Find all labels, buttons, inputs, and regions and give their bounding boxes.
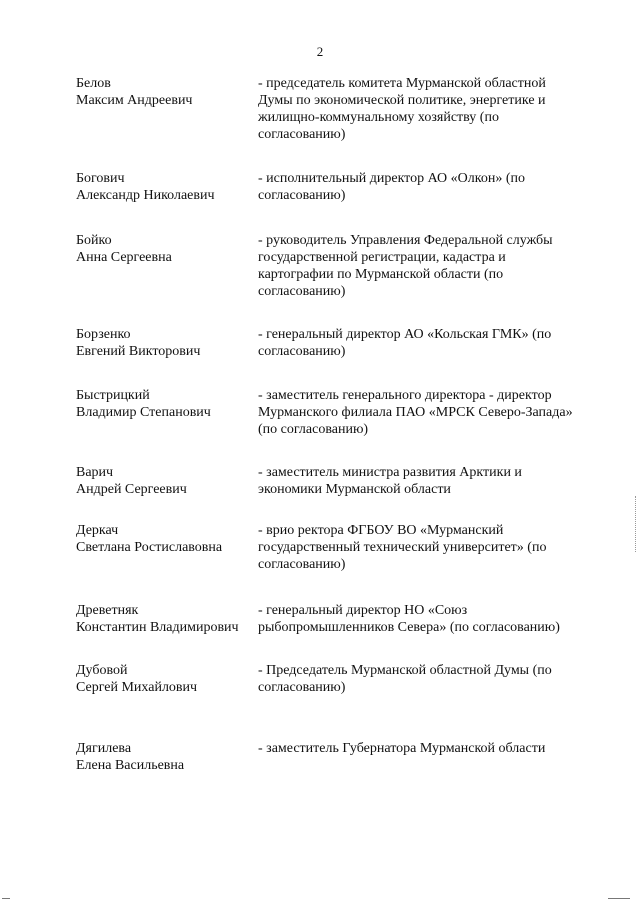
member-name xyxy=(76,602,256,636)
member-given-names: Андрей Сергеевич xyxy=(76,482,187,497)
member-role-line: - заместитель Губернатора Мурманской области xyxy=(258,741,546,756)
member-role-line: государственной регистрации, кадастра и xyxy=(258,250,506,265)
member-name xyxy=(76,326,256,360)
page-number: 2 xyxy=(316,44,324,59)
member-role xyxy=(258,326,598,360)
member-given-names: Александр Николаевич xyxy=(76,188,215,203)
member-role-line: согласованию) xyxy=(258,557,346,572)
member-role-line: (по согласованию) xyxy=(258,422,369,437)
member-role-line: - генеральный директор НО «Союз xyxy=(258,603,468,618)
member-name xyxy=(76,740,256,774)
member-role xyxy=(258,662,598,696)
member-role-line: - заместитель министра развития Арктики и xyxy=(258,465,522,480)
scan-corner-mark-right xyxy=(608,898,630,899)
member-role xyxy=(258,602,598,636)
member-role-line: государственный технический университет» (по xyxy=(258,540,547,555)
member-role-line: согласованию) xyxy=(258,344,346,359)
member-given-names: Елена Васильевна xyxy=(76,758,185,773)
member-role-line: Мурманского филиала ПАО «МРСК Северо-Запада» xyxy=(258,405,573,420)
member-role-line: согласованию) xyxy=(258,188,346,203)
member-role-line: - врио ректора ФГБОУ ВО «Мурманский xyxy=(258,523,504,538)
member-role-line: - Председатель Мурманской областной Думы (по xyxy=(258,663,552,678)
member-role-line: рыбопромышленников Севера» (по согласованию) xyxy=(258,620,560,635)
member-role xyxy=(258,75,598,143)
scan-corner-mark-left xyxy=(2,898,10,899)
member-given-names: Сергей Михайлович xyxy=(76,680,198,695)
member-role-line: - исполнительный директор АО «Олкон» (по xyxy=(258,171,525,186)
member-surname: Дягилева xyxy=(76,741,132,756)
member-role-line: - генеральный директор АО «Кольская ГМК» (по xyxy=(258,327,552,342)
member-role xyxy=(258,522,598,573)
member-name xyxy=(76,522,256,556)
member-surname: Древетняк xyxy=(76,603,139,618)
member-surname: Дубовой xyxy=(76,663,128,678)
member-given-names: Владимир Степанович xyxy=(76,405,211,420)
member-given-names: Анна Сергеевна xyxy=(76,250,172,265)
member-given-names: Максим Андреевич xyxy=(76,93,193,108)
member-role xyxy=(258,740,598,757)
member-surname: Деркач xyxy=(76,523,119,538)
member-name xyxy=(76,232,256,266)
member-given-names: Светлана Ростиславовна xyxy=(76,540,223,555)
member-role xyxy=(258,232,598,300)
member-name xyxy=(76,662,256,696)
member-role-line: Думы по экономической политике, энергетике и xyxy=(258,93,546,108)
member-role-line: - председатель комитета Мурманской областной xyxy=(258,76,546,91)
member-surname: Белов xyxy=(76,76,111,91)
member-role-line: - заместитель генерального директора - директор xyxy=(258,388,552,403)
scan-edge-mark xyxy=(635,496,638,552)
member-name xyxy=(76,75,256,109)
member-surname: Быстрицкий xyxy=(76,388,150,403)
member-surname: Богович xyxy=(76,171,125,186)
member-surname: Борзенко xyxy=(76,327,131,342)
member-surname: Варич xyxy=(76,465,114,480)
member-given-names: Константин Владимирович xyxy=(76,620,239,635)
member-role-line: согласованию) xyxy=(258,284,346,299)
member-role xyxy=(258,464,598,498)
member-role xyxy=(258,387,598,438)
member-name xyxy=(76,170,256,204)
member-surname: Бойко xyxy=(76,233,112,248)
member-role-line: согласованию) xyxy=(258,680,346,695)
member-role-line: экономики Мурманской области xyxy=(258,482,451,497)
member-role-line: согласованию) xyxy=(258,127,346,142)
member-role-line: - руководитель Управления Федеральной службы xyxy=(258,233,553,248)
member-role-line: картографии по Мурманской области (по xyxy=(258,267,504,282)
member-given-names: Евгений Викторович xyxy=(76,344,201,359)
member-name xyxy=(76,387,256,421)
member-role-line: жилищно-коммунальному хозяйству (по xyxy=(258,110,499,125)
member-name xyxy=(76,464,256,498)
member-role xyxy=(258,170,598,204)
